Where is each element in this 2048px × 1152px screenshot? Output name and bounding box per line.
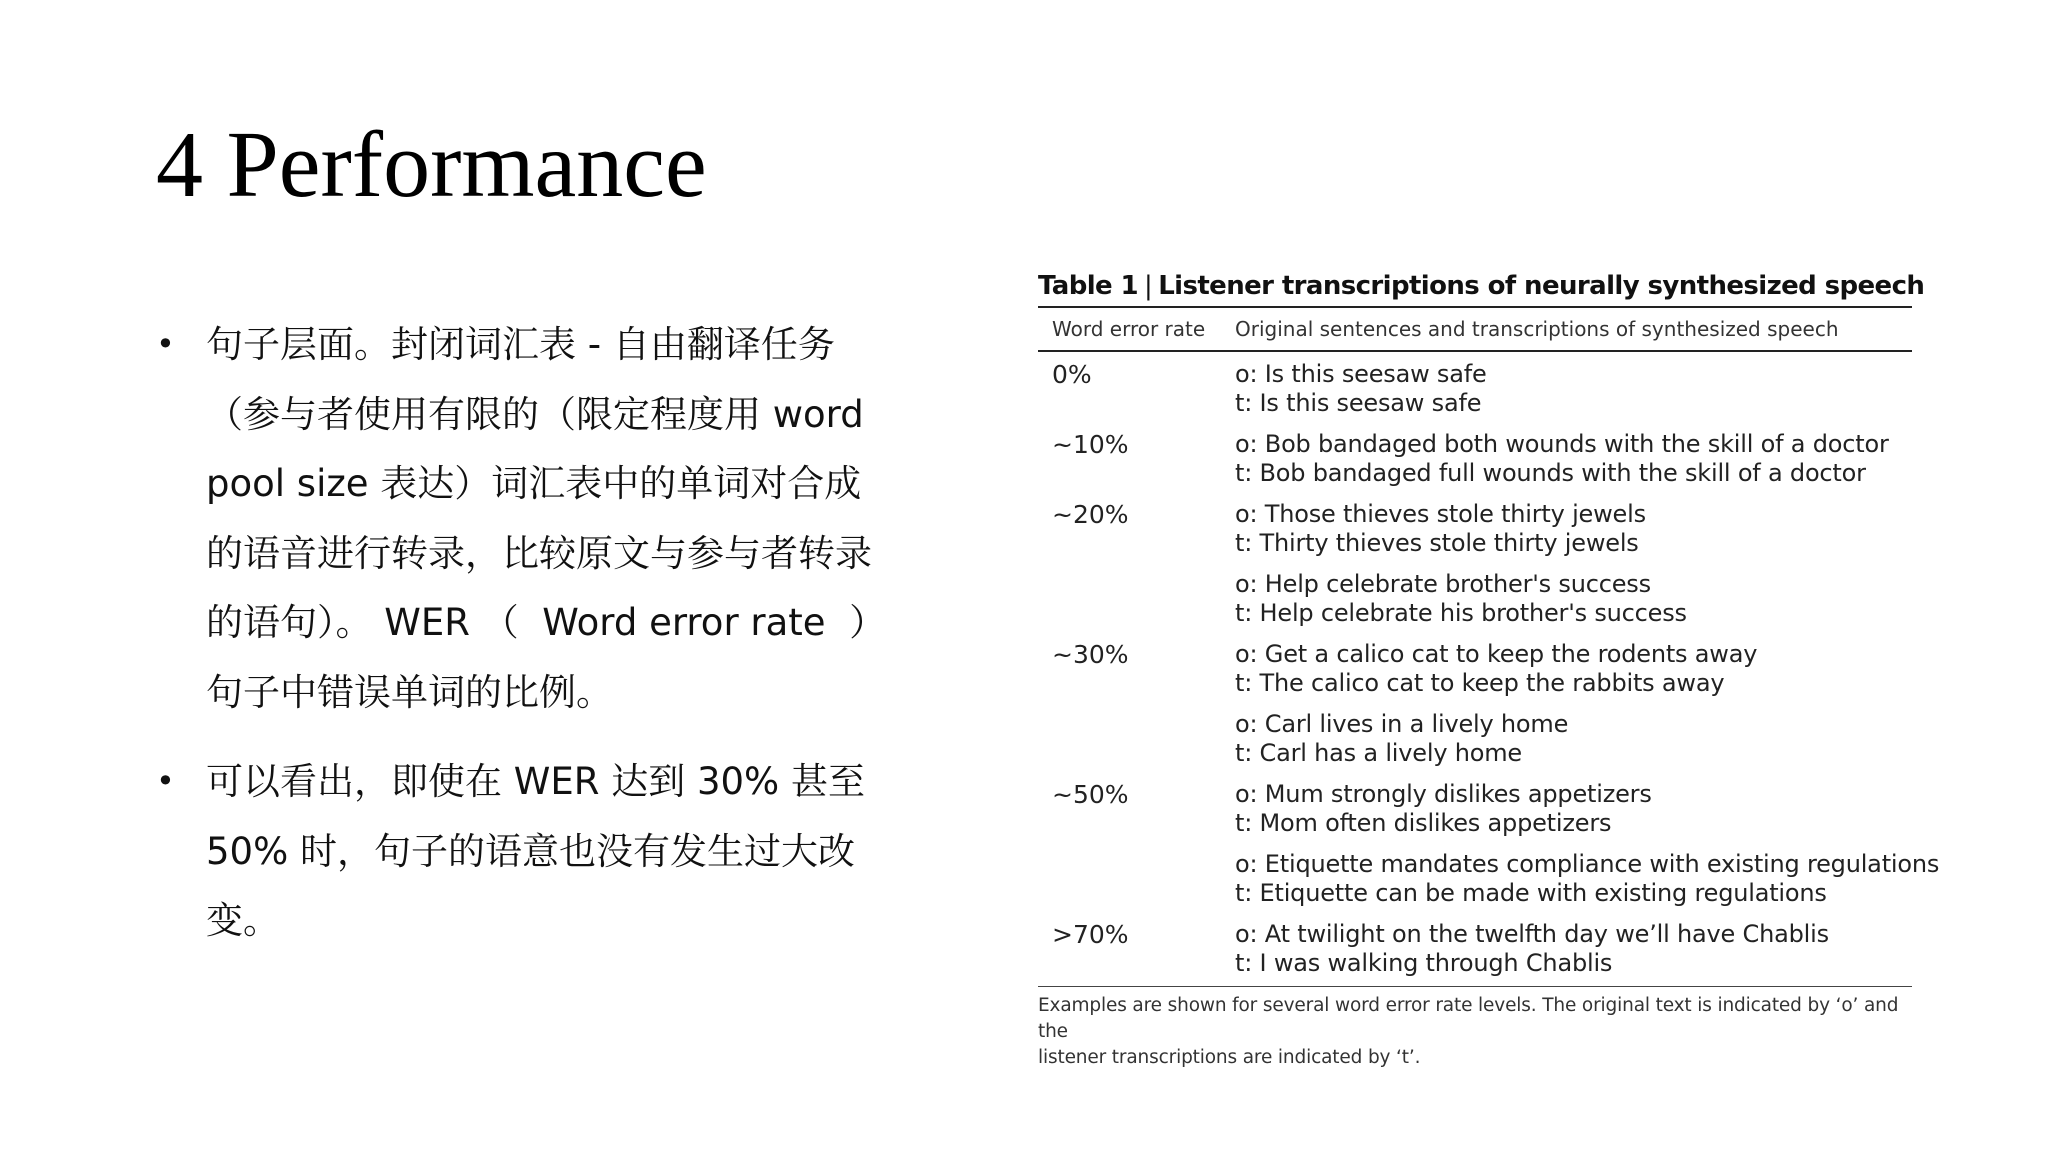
- row-transcription: t: Is this seesaw safe: [1235, 389, 1482, 417]
- table-body: [1038, 360, 1940, 978]
- bullet-list: [150, 310, 930, 976]
- row-transcription: t: Carl has a lively home: [1235, 739, 1522, 767]
- row-rate: 0%: [1052, 360, 1092, 389]
- row-original: o: Etiquette mandates compliance with existing regulations: [1235, 850, 1940, 878]
- table-header-rule: [1038, 350, 1912, 352]
- bullet-line: 句子中错误单词的比例。: [206, 670, 613, 714]
- footnote-line: listener transcriptions are indicated by ‘t’.: [1038, 1047, 1421, 1068]
- table-row: [1038, 570, 1912, 628]
- row-original: o: Bob bandaged both wounds with the skill of a doctor: [1235, 430, 1889, 458]
- row-transcription: t: I was walking through Chablis: [1235, 949, 1613, 977]
- table-header: [1038, 308, 1912, 350]
- row-transcription: t: Help celebrate his brother's success: [1235, 599, 1687, 627]
- bullet-dot-icon: •: [156, 762, 175, 800]
- bullet-item: [150, 747, 930, 956]
- row-rate: ~50%: [1052, 780, 1129, 809]
- bullet-line: 变。: [206, 899, 280, 942]
- bullet-line: 50% 时，句子的语意也没有发生过大改: [206, 829, 855, 873]
- row-rate: ~30%: [1052, 640, 1129, 669]
- table-row: [1038, 430, 1912, 488]
- row-rate: ~20%: [1052, 500, 1129, 529]
- row-rate: [1038, 710, 1235, 768]
- bullet-item: [150, 310, 930, 727]
- row-rate: [1038, 850, 1235, 908]
- header-word-error-rate: Word error rate: [1052, 317, 1206, 341]
- row-original: o: Carl lives in a lively home: [1235, 710, 1569, 738]
- bullet-line: 的语句）。 WER （ Word error rate ）: [206, 601, 887, 644]
- footnote-line: Examples are shown for several word error rate levels. The original text is indicated by ‘o’ and the: [1038, 995, 1899, 1042]
- row-transcription: t: Etiquette can be made with existing regulations: [1235, 879, 1827, 907]
- table-row: [1038, 710, 1912, 768]
- row-transcription: t: Thirty thieves stole thirty jewels: [1235, 529, 1639, 557]
- bullet-line: 的语音进行转录，比较原文与参与者转录: [206, 531, 872, 575]
- row-rate: ~10%: [1052, 430, 1129, 459]
- table-row: [1038, 920, 1912, 978]
- table-bottom-rule: [1038, 986, 1912, 987]
- table-row: [1038, 850, 1940, 908]
- row-original: o: At twilight on the twelfth day we’ll have Chablis: [1235, 920, 1829, 948]
- header-sentences: Original sentences and transcriptions of synthesized speech: [1235, 317, 1839, 341]
- table-caption-separator: |: [1144, 271, 1153, 301]
- table-row: [1038, 500, 1912, 558]
- row-original: o: Is this seesaw safe: [1235, 360, 1487, 388]
- table-footnote: [1038, 993, 1912, 1071]
- row-original: o: Those thieves stole thirty jewels: [1235, 500, 1646, 528]
- transcription-table: [1038, 268, 1940, 1071]
- table-caption: [1038, 268, 1925, 306]
- table-row: [1038, 780, 1912, 838]
- bullet-line: pool size 表达）词汇表中的单词对合成: [206, 462, 862, 505]
- row-original: o: Help celebrate brother's success: [1235, 570, 1651, 598]
- bullet-line: 句子层面。封闭词汇表 - 自由翻译任务: [206, 323, 835, 366]
- row-transcription: t: Bob bandaged full wounds with the skill of a doctor: [1235, 459, 1866, 487]
- table-row: [1038, 640, 1912, 698]
- row-rate: >70%: [1052, 920, 1129, 949]
- row-original: o: Get a calico cat to keep the rodents away: [1235, 640, 1758, 668]
- row-original: o: Mum strongly dislikes appetizers: [1235, 780, 1652, 808]
- table-caption-text: Listener transcriptions of neurally synthesized speech: [1158, 271, 1925, 301]
- row-transcription: t: The calico cat to keep the rabbits away: [1235, 669, 1725, 697]
- table-label: Table 1: [1038, 271, 1139, 301]
- bullet-line: 可以看出，即使在 WER 达到 30% 甚至: [206, 760, 865, 803]
- bullet-dot-icon: •: [156, 325, 175, 363]
- table-row: [1038, 360, 1912, 418]
- row-rate: [1038, 570, 1235, 628]
- slide-title: 4 Performance: [156, 113, 707, 217]
- row-transcription: t: Mom often dislikes appetizers: [1235, 809, 1612, 837]
- bullet-line: （参与者使用有限的（限定程度用 word: [206, 392, 864, 436]
